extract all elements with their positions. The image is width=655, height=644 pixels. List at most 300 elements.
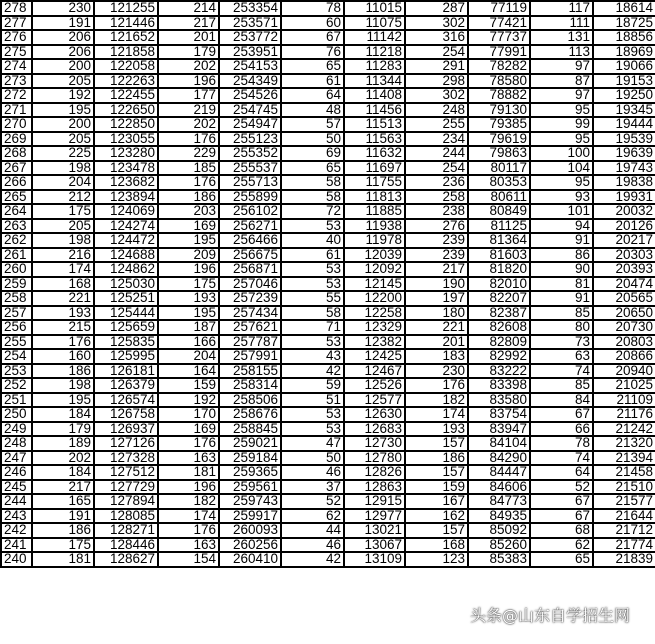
table-cell: 204 xyxy=(32,175,94,190)
score-cell: 256 xyxy=(1,320,32,335)
table-cell: 78282 xyxy=(468,59,530,74)
score-cell: 252 xyxy=(1,378,32,393)
table-cell: 229 xyxy=(158,146,219,161)
table-cell: 198 xyxy=(32,378,94,393)
score-cell: 253 xyxy=(1,364,32,379)
table-cell: 95 xyxy=(530,103,593,118)
table-cell: 186 xyxy=(405,451,468,466)
table-row xyxy=(1,291,655,306)
table-cell: 84290 xyxy=(468,451,530,466)
table-cell: 154 xyxy=(158,552,219,567)
table-cell: 85383 xyxy=(468,552,530,567)
table-cell: 122455 xyxy=(94,88,158,103)
table-cell: 81820 xyxy=(468,262,530,277)
table-cell: 196 xyxy=(158,480,219,495)
table-cell: 123682 xyxy=(94,175,158,190)
table-cell: 191 xyxy=(32,16,94,31)
table-cell: 52 xyxy=(530,480,593,495)
table-cell: 84773 xyxy=(468,494,530,509)
table-cell: 19153 xyxy=(593,74,655,89)
table-cell: 81 xyxy=(530,277,593,292)
table-cell: 316 xyxy=(405,30,468,45)
table-cell: 127729 xyxy=(94,480,158,495)
table-cell: 258314 xyxy=(219,378,281,393)
table-cell: 86 xyxy=(530,248,593,263)
table-cell: 192 xyxy=(32,88,94,103)
score-cell: 241 xyxy=(1,538,32,553)
table-cell: 193 xyxy=(32,306,94,321)
table-cell: 196 xyxy=(158,74,219,89)
table-cell: 11344 xyxy=(344,74,405,89)
table-cell: 59 xyxy=(281,378,344,393)
table-cell: 121652 xyxy=(94,30,158,45)
table-row xyxy=(1,436,655,451)
table-cell: 117 xyxy=(530,1,593,16)
table-row xyxy=(1,88,655,103)
table-row xyxy=(1,204,655,219)
table-cell: 40 xyxy=(281,233,344,248)
table-cell: 80 xyxy=(530,320,593,335)
table-cell: 97 xyxy=(530,59,593,74)
table-cell: 177 xyxy=(158,88,219,103)
table-cell: 175 xyxy=(32,204,94,219)
table-cell: 302 xyxy=(405,16,468,31)
score-cell: 244 xyxy=(1,494,32,509)
score-cell: 248 xyxy=(1,436,32,451)
table-cell: 97 xyxy=(530,88,593,103)
table-cell: 219 xyxy=(158,103,219,118)
table-cell: 195 xyxy=(158,233,219,248)
table-cell: 259561 xyxy=(219,480,281,495)
table-cell: 196 xyxy=(158,262,219,277)
table-cell: 126379 xyxy=(94,378,158,393)
table-cell: 20303 xyxy=(593,248,655,263)
table-row xyxy=(1,190,655,205)
table-cell: 259184 xyxy=(219,451,281,466)
table-cell: 21510 xyxy=(593,480,655,495)
table-cell: 84935 xyxy=(468,509,530,524)
table-cell: 12425 xyxy=(344,349,405,364)
table-cell: 175 xyxy=(158,277,219,292)
table-row xyxy=(1,30,655,45)
table-cell: 174 xyxy=(158,509,219,524)
score-cell: 255 xyxy=(1,335,32,350)
table-cell: 18856 xyxy=(593,30,655,45)
table-cell: 42 xyxy=(281,364,344,379)
table-cell: 206 xyxy=(32,30,94,45)
table-cell: 12826 xyxy=(344,465,405,480)
table-cell: 259743 xyxy=(219,494,281,509)
table-cell: 125030 xyxy=(94,277,158,292)
table-row xyxy=(1,538,655,553)
score-cell: 272 xyxy=(1,88,32,103)
table-cell: 64 xyxy=(530,465,593,480)
table-cell: 160 xyxy=(32,349,94,364)
table-cell: 72 xyxy=(281,204,344,219)
score-cell: 258 xyxy=(1,291,32,306)
table-cell: 298 xyxy=(405,74,468,89)
table-cell: 189 xyxy=(32,436,94,451)
table-cell: 11885 xyxy=(344,204,405,219)
score-cell: 240 xyxy=(1,552,32,567)
table-cell: 122650 xyxy=(94,103,158,118)
table-cell: 84447 xyxy=(468,465,530,480)
table-cell: 84104 xyxy=(468,436,530,451)
table-cell: 124069 xyxy=(94,204,158,219)
table-cell: 93 xyxy=(530,190,593,205)
score-cell: 266 xyxy=(1,175,32,190)
table-cell: 21176 xyxy=(593,407,655,422)
table-cell: 79385 xyxy=(468,117,530,132)
table-cell: 238 xyxy=(405,204,468,219)
table-cell: 12730 xyxy=(344,436,405,451)
table-cell: 19066 xyxy=(593,59,655,74)
score-cell: 265 xyxy=(1,190,32,205)
table-cell: 205 xyxy=(32,74,94,89)
table-cell: 19838 xyxy=(593,175,655,190)
table-cell: 21394 xyxy=(593,451,655,466)
table-cell: 37 xyxy=(281,480,344,495)
score-cell: 263 xyxy=(1,219,32,234)
table-cell: 73 xyxy=(530,335,593,350)
table-cell: 179 xyxy=(32,422,94,437)
table-cell: 77421 xyxy=(468,16,530,31)
table-cell: 180 xyxy=(405,306,468,321)
score-cell: 257 xyxy=(1,306,32,321)
table-cell: 230 xyxy=(32,1,94,16)
table-cell: 197 xyxy=(405,291,468,306)
table-cell: 18725 xyxy=(593,16,655,31)
table-cell: 259917 xyxy=(219,509,281,524)
table-cell: 20393 xyxy=(593,262,655,277)
score-cell: 262 xyxy=(1,233,32,248)
table-cell: 47 xyxy=(281,436,344,451)
table-cell: 126574 xyxy=(94,393,158,408)
table-cell: 57 xyxy=(281,117,344,132)
table-cell: 12630 xyxy=(344,407,405,422)
table-cell: 82207 xyxy=(468,291,530,306)
table-cell: 62 xyxy=(530,538,593,553)
table-cell: 20940 xyxy=(593,364,655,379)
table-cell: 79130 xyxy=(468,103,530,118)
table-cell: 80117 xyxy=(468,161,530,176)
table-cell: 127328 xyxy=(94,451,158,466)
table-cell: 82010 xyxy=(468,277,530,292)
table-cell: 174 xyxy=(32,262,94,277)
table-cell: 13021 xyxy=(344,523,405,538)
table-cell: 291 xyxy=(405,59,468,74)
table-cell: 91 xyxy=(530,291,593,306)
watermark: 头条@山东自学招生网 xyxy=(470,606,631,625)
table-row xyxy=(1,16,655,31)
table-cell: 20866 xyxy=(593,349,655,364)
table-cell: 18969 xyxy=(593,45,655,60)
table-cell: 80353 xyxy=(468,175,530,190)
table-cell: 276 xyxy=(405,219,468,234)
table-cell: 176 xyxy=(405,378,468,393)
table-cell: 195 xyxy=(158,306,219,321)
table-cell: 253951 xyxy=(219,45,281,60)
table-cell: 192 xyxy=(158,393,219,408)
table-cell: 216 xyxy=(32,248,94,263)
table-cell: 257239 xyxy=(219,291,281,306)
table-cell: 19250 xyxy=(593,88,655,103)
table-cell: 260410 xyxy=(219,552,281,567)
table-cell: 19931 xyxy=(593,190,655,205)
table-row xyxy=(1,523,655,538)
table-cell: 83222 xyxy=(468,364,530,379)
table-cell: 183 xyxy=(405,349,468,364)
table-cell: 113 xyxy=(530,45,593,60)
table-cell: 85 xyxy=(530,306,593,321)
table-cell: 21774 xyxy=(593,538,655,553)
table-cell: 11938 xyxy=(344,219,405,234)
table-cell: 11563 xyxy=(344,132,405,147)
table-cell: 127894 xyxy=(94,494,158,509)
table-cell: 77737 xyxy=(468,30,530,45)
table-cell: 12200 xyxy=(344,291,405,306)
table-cell: 61 xyxy=(281,74,344,89)
score-cell: 260 xyxy=(1,262,32,277)
table-cell: 12382 xyxy=(344,335,405,350)
table-cell: 157 xyxy=(405,523,468,538)
table-cell: 83580 xyxy=(468,393,530,408)
table-cell: 164 xyxy=(158,364,219,379)
table-cell: 74 xyxy=(530,451,593,466)
table-row xyxy=(1,132,655,147)
table-cell: 255713 xyxy=(219,175,281,190)
score-cell: 261 xyxy=(1,248,32,263)
table-cell: 53 xyxy=(281,407,344,422)
table-cell: 179 xyxy=(158,45,219,60)
table-cell: 52 xyxy=(281,494,344,509)
table-cell: 101 xyxy=(530,204,593,219)
table-cell: 159 xyxy=(158,378,219,393)
table-cell: 248 xyxy=(405,103,468,118)
table-cell: 87 xyxy=(530,74,593,89)
table-cell: 82992 xyxy=(468,349,530,364)
table-cell: 21644 xyxy=(593,509,655,524)
table-cell: 128627 xyxy=(94,552,158,567)
table-cell: 258676 xyxy=(219,407,281,422)
table-cell: 258 xyxy=(405,190,468,205)
table-cell: 80611 xyxy=(468,190,530,205)
table-cell: 20730 xyxy=(593,320,655,335)
table-cell: 186 xyxy=(32,523,94,538)
table-cell: 167 xyxy=(405,494,468,509)
table-cell: 12780 xyxy=(344,451,405,466)
table-cell: 217 xyxy=(32,480,94,495)
table-cell: 195 xyxy=(32,393,94,408)
table-cell: 61 xyxy=(281,248,344,263)
table-cell: 184 xyxy=(32,465,94,480)
table-cell: 176 xyxy=(158,523,219,538)
table-row xyxy=(1,219,655,234)
table-cell: 90 xyxy=(530,262,593,277)
table-cell: 11513 xyxy=(344,117,405,132)
table-cell: 20474 xyxy=(593,277,655,292)
table-cell: 123478 xyxy=(94,161,158,176)
table-cell: 206 xyxy=(32,45,94,60)
table-cell: 21712 xyxy=(593,523,655,538)
table-cell: 157 xyxy=(405,436,468,451)
table-cell: 123055 xyxy=(94,132,158,147)
table-cell: 50 xyxy=(281,451,344,466)
table-cell: 122263 xyxy=(94,74,158,89)
table-cell: 83754 xyxy=(468,407,530,422)
table-row xyxy=(1,146,655,161)
table-cell: 64 xyxy=(281,88,344,103)
table-cell: 255537 xyxy=(219,161,281,176)
table-cell: 234 xyxy=(405,132,468,147)
table-cell: 176 xyxy=(158,436,219,451)
table-cell: 205 xyxy=(32,219,94,234)
table-cell: 11075 xyxy=(344,16,405,31)
table-cell: 51 xyxy=(281,393,344,408)
table-cell: 12577 xyxy=(344,393,405,408)
table-cell: 13109 xyxy=(344,552,405,567)
table-cell: 257434 xyxy=(219,306,281,321)
score-cell: 245 xyxy=(1,480,32,495)
table-cell: 255123 xyxy=(219,132,281,147)
table-cell: 58 xyxy=(281,190,344,205)
table-row xyxy=(1,494,655,509)
table-cell: 260256 xyxy=(219,538,281,553)
score-cell: 267 xyxy=(1,161,32,176)
table-cell: 253571 xyxy=(219,16,281,31)
table-cell: 253772 xyxy=(219,30,281,45)
table-cell: 287 xyxy=(405,1,468,16)
table-cell: 198 xyxy=(32,233,94,248)
table-cell: 42 xyxy=(281,552,344,567)
table-cell: 195 xyxy=(32,103,94,118)
table-cell: 258155 xyxy=(219,364,281,379)
score-cell: 251 xyxy=(1,393,32,408)
table-cell: 254526 xyxy=(219,88,281,103)
table-cell: 74 xyxy=(530,364,593,379)
table-body xyxy=(1,1,655,567)
table-cell: 94 xyxy=(530,219,593,234)
table-cell: 127512 xyxy=(94,465,158,480)
table-row xyxy=(1,74,655,89)
table-cell: 12039 xyxy=(344,248,405,263)
table-cell: 190 xyxy=(405,277,468,292)
table-cell: 21025 xyxy=(593,378,655,393)
table-cell: 200 xyxy=(32,59,94,74)
table-cell: 239 xyxy=(405,233,468,248)
table-cell: 165 xyxy=(32,494,94,509)
table-cell: 11456 xyxy=(344,103,405,118)
table-cell: 121858 xyxy=(94,45,158,60)
table-cell: 128446 xyxy=(94,538,158,553)
table-cell: 100 xyxy=(530,146,593,161)
table-cell: 12467 xyxy=(344,364,405,379)
score-cell: 254 xyxy=(1,349,32,364)
table-cell: 184 xyxy=(32,407,94,422)
table-cell: 65 xyxy=(530,552,593,567)
score-cell: 275 xyxy=(1,45,32,60)
table-row xyxy=(1,103,655,118)
table-cell: 181 xyxy=(158,465,219,480)
table-cell: 254349 xyxy=(219,74,281,89)
table-row xyxy=(1,161,655,176)
table-cell: 125444 xyxy=(94,306,158,321)
table-cell: 82608 xyxy=(468,320,530,335)
table-cell: 259365 xyxy=(219,465,281,480)
table-cell: 12683 xyxy=(344,422,405,437)
table-cell: 78580 xyxy=(468,74,530,89)
table-cell: 20803 xyxy=(593,335,655,350)
table-cell: 187 xyxy=(158,320,219,335)
table-cell: 20126 xyxy=(593,219,655,234)
table-cell: 124862 xyxy=(94,262,158,277)
table-cell: 176 xyxy=(32,335,94,350)
table-cell: 256675 xyxy=(219,248,281,263)
table-cell: 256466 xyxy=(219,233,281,248)
table-cell: 12526 xyxy=(344,378,405,393)
table-cell: 12977 xyxy=(344,509,405,524)
table-row xyxy=(1,422,655,437)
table-row xyxy=(1,480,655,495)
table-cell: 12915 xyxy=(344,494,405,509)
table-cell: 126758 xyxy=(94,407,158,422)
table-row xyxy=(1,59,655,74)
table-cell: 79619 xyxy=(468,132,530,147)
table-cell: 159 xyxy=(405,480,468,495)
table-cell: 175 xyxy=(32,538,94,553)
table-cell: 258506 xyxy=(219,393,281,408)
table-cell: 11813 xyxy=(344,190,405,205)
table-cell: 12863 xyxy=(344,480,405,495)
table-cell: 20565 xyxy=(593,291,655,306)
table-cell: 77991 xyxy=(468,45,530,60)
table-cell: 78 xyxy=(281,1,344,16)
table-row xyxy=(1,407,655,422)
table-row xyxy=(1,451,655,466)
table-cell: 11218 xyxy=(344,45,405,60)
table-cell: 20650 xyxy=(593,306,655,321)
score-cell: 276 xyxy=(1,30,32,45)
table-cell: 254153 xyxy=(219,59,281,74)
table-cell: 186 xyxy=(32,364,94,379)
table-cell: 21320 xyxy=(593,436,655,451)
table-cell: 182 xyxy=(158,494,219,509)
table-cell: 67 xyxy=(530,407,593,422)
table-row xyxy=(1,233,655,248)
table-cell: 239 xyxy=(405,248,468,263)
table-cell: 260093 xyxy=(219,523,281,538)
table-cell: 65 xyxy=(281,59,344,74)
table-cell: 214 xyxy=(158,1,219,16)
score-cell: 243 xyxy=(1,509,32,524)
table-cell: 128085 xyxy=(94,509,158,524)
table-cell: 125251 xyxy=(94,291,158,306)
table-cell: 19444 xyxy=(593,117,655,132)
table-cell: 50 xyxy=(281,132,344,147)
table-cell: 46 xyxy=(281,465,344,480)
table-cell: 202 xyxy=(158,59,219,74)
table-cell: 157 xyxy=(405,465,468,480)
table-cell: 193 xyxy=(158,291,219,306)
table-cell: 202 xyxy=(32,451,94,466)
table-cell: 83947 xyxy=(468,422,530,437)
table-cell: 122058 xyxy=(94,59,158,74)
table-cell: 84 xyxy=(530,393,593,408)
table-row xyxy=(1,117,655,132)
table-row xyxy=(1,335,655,350)
table-row xyxy=(1,465,655,480)
table-cell: 43 xyxy=(281,349,344,364)
